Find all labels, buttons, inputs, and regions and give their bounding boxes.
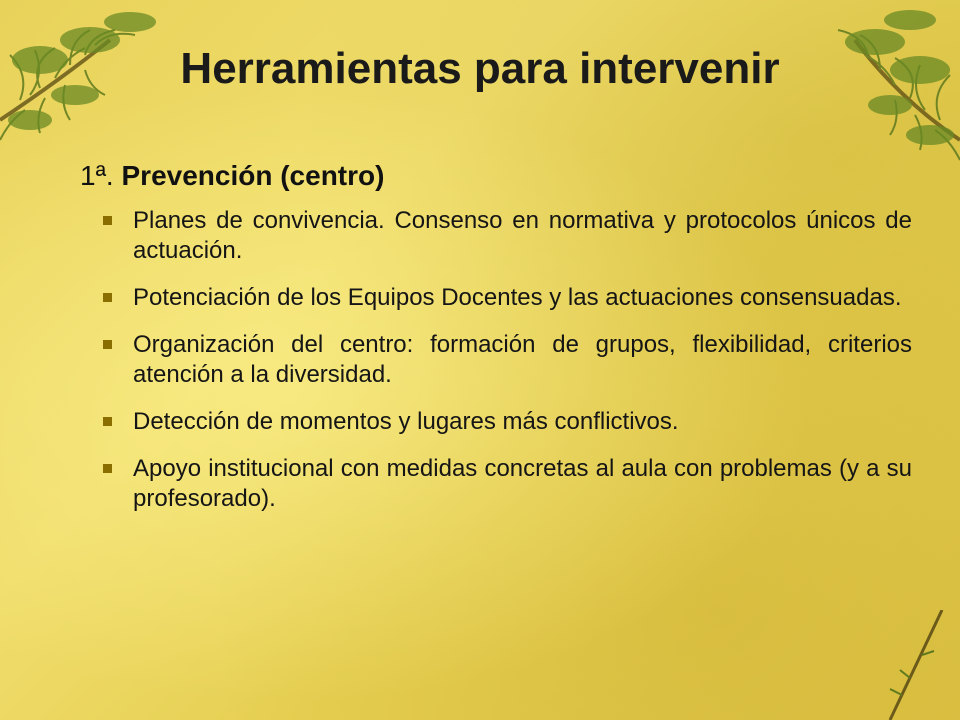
bullet-text: Organización del centro: formación de grupos, flexibilidad, criterios atención a la diversidad. xyxy=(133,331,912,388)
bullet-text: Potenciación de los Equipos Docentes y las actuaciones consensuadas. xyxy=(133,284,902,311)
square-bullet-icon xyxy=(103,216,112,225)
bullet-text: Apoyo institucional con medidas concretas al aula con problemas (y a su profesorado). xyxy=(133,455,912,512)
square-bullet-icon xyxy=(103,417,112,426)
bullet-item xyxy=(80,283,912,313)
bullet-item xyxy=(80,407,912,437)
bullet-list xyxy=(80,206,912,514)
square-bullet-icon xyxy=(103,340,112,349)
bullet-text: Planes de convivencia. Consenso en normativa y protocolos únicos de actuación. xyxy=(133,207,912,264)
section-heading xyxy=(80,160,912,192)
bullet-item xyxy=(80,330,912,390)
section-label: Prevención (centro) xyxy=(121,160,385,191)
bamboo-stick-icon xyxy=(882,610,952,720)
bullet-item xyxy=(80,454,912,514)
slide-content xyxy=(80,160,912,531)
square-bullet-icon xyxy=(103,464,112,473)
section-number: 1ª. xyxy=(80,160,114,191)
bullet-text: Detección de momentos y lugares más conflictivos. xyxy=(133,408,679,435)
slide-title: Herramientas para intervenir xyxy=(180,44,780,93)
square-bullet-icon xyxy=(103,293,112,302)
bullet-item xyxy=(80,206,912,266)
